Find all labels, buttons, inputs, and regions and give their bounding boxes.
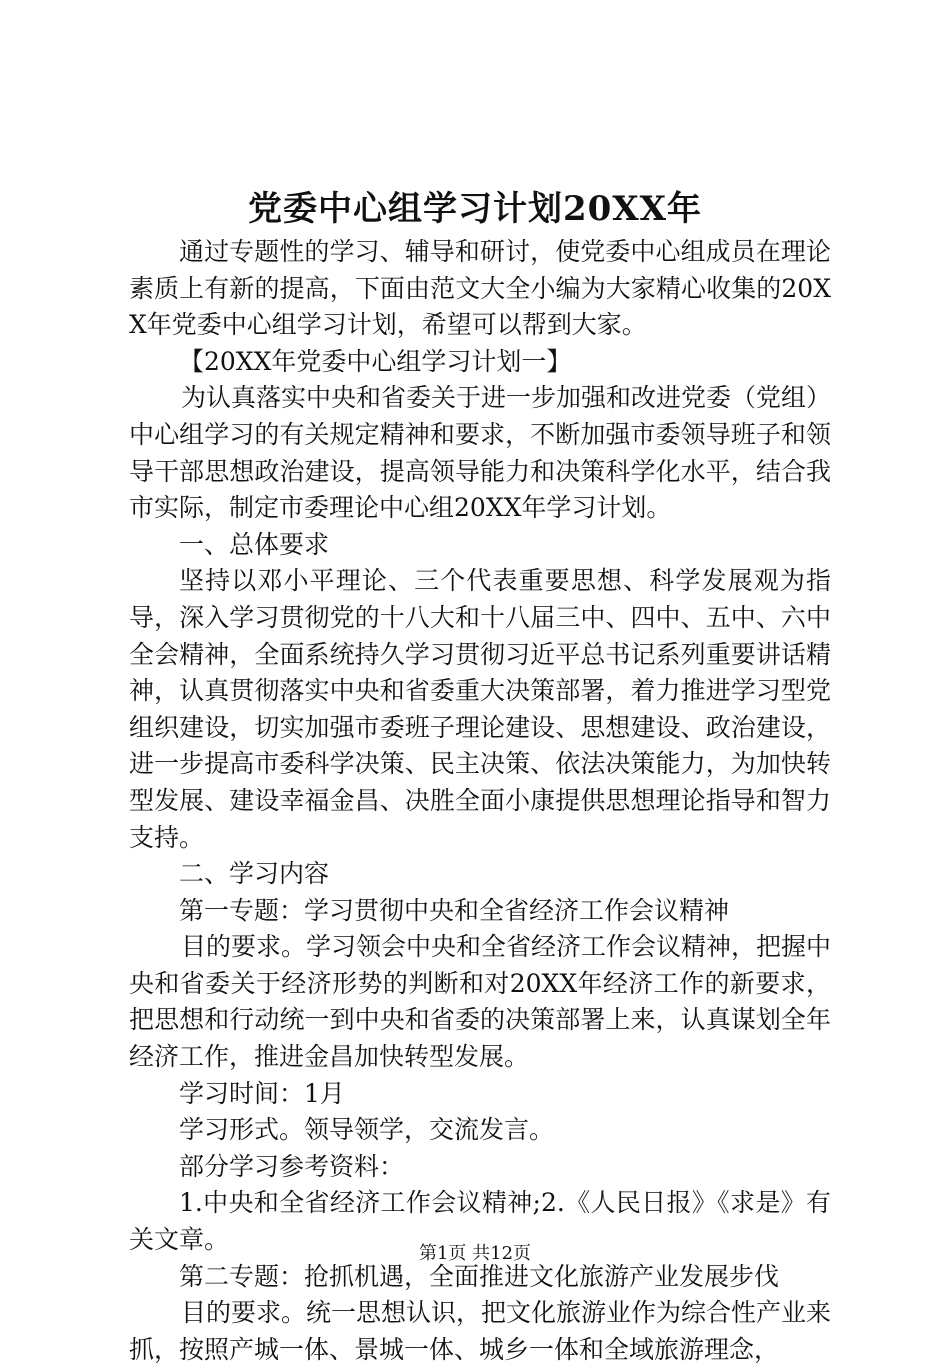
- document-title: 党委中心组学习计划20XX年: [247, 189, 703, 229]
- topic-one-form: 学习形式。领导领学，交流发言。: [179, 1115, 555, 1145]
- topic-two-heading: 第二专题：抢抓机遇，全面推进文化旅游产业发展步伐: [179, 1261, 780, 1291]
- section-heading-plan-one: 【20XX年党委中心组学习计划一】: [179, 346, 572, 376]
- plan-intro-paragraph: 为认真落实中央和省委关于进一步加强和改进党委（党组）中心组学习的有关规定精神和要求，不断加强市委领导班子和领导干部思想政治建设，提高领导能力和决策科学化水平，结合我市实际，制定市委理论中心组20XX年学习计划。: [129, 383, 832, 523]
- document-body: [129, 234, 831, 1368]
- heading-study-content: 二、学习内容: [179, 859, 330, 889]
- topic-one-goals-paragraph: 目的要求。学习领会中央和全省经济工作会议精神，把握中央和省委关于经济形势的判断和对20XX年经济工作的新要求，把思想和行动统一到中央和省委的决策部署上来，认真谋划全年经济工作，推进金昌加快转型发展。: [129, 932, 832, 1072]
- general-requirements-paragraph: 坚持以邓小平理论、三个代表重要思想、科学发展观为指导，深入学习贯彻党的十八大和十八届三中、四中、五中、六中全会精神，全面系统持久学习贯彻习近平总书记系列重要讲话精神，认真贯彻落实中央和省委重大决策部署，着力推进学习型党组织建设，切实加强市委班子理论建设、思想建设、政治建设，进一步提高市委科学决策、民主决策、依法决策能力，为加快转型发展、建设幸福金昌、决胜全面小康提供思想理论指导和智力支持。: [129, 566, 831, 852]
- topic-one-time: 学习时间：1月: [179, 1078, 345, 1108]
- topic-one-references: 1.中央和全省经济工作会议精神;2.《人民日报》《求是》有关文章。: [129, 1188, 831, 1255]
- intro-paragraph: 通过专题性的学习、辅导和研讨，使党委中心组成员在理论素质上有新的提高，下面由范文大全小编为大家精心收集的20XX年党委中心组学习计划，希望可以帮到大家。: [129, 237, 831, 340]
- topic-one-references-heading: 部分学习参考资料：: [179, 1151, 405, 1181]
- topic-two-goals-paragraph: 目的要求。统一思想认识，把文化旅游业作为综合性产业来抓，按照产城一体、景城一体、城乡一体和全域旅游理念，: [129, 1298, 832, 1364]
- page-number-footer: 第1页 共12页: [418, 1243, 532, 1264]
- heading-general-requirements: 一、总体要求: [179, 529, 330, 559]
- topic-one-heading: 第一专题：学习贯彻中央和全省经济工作会议精神: [179, 895, 730, 925]
